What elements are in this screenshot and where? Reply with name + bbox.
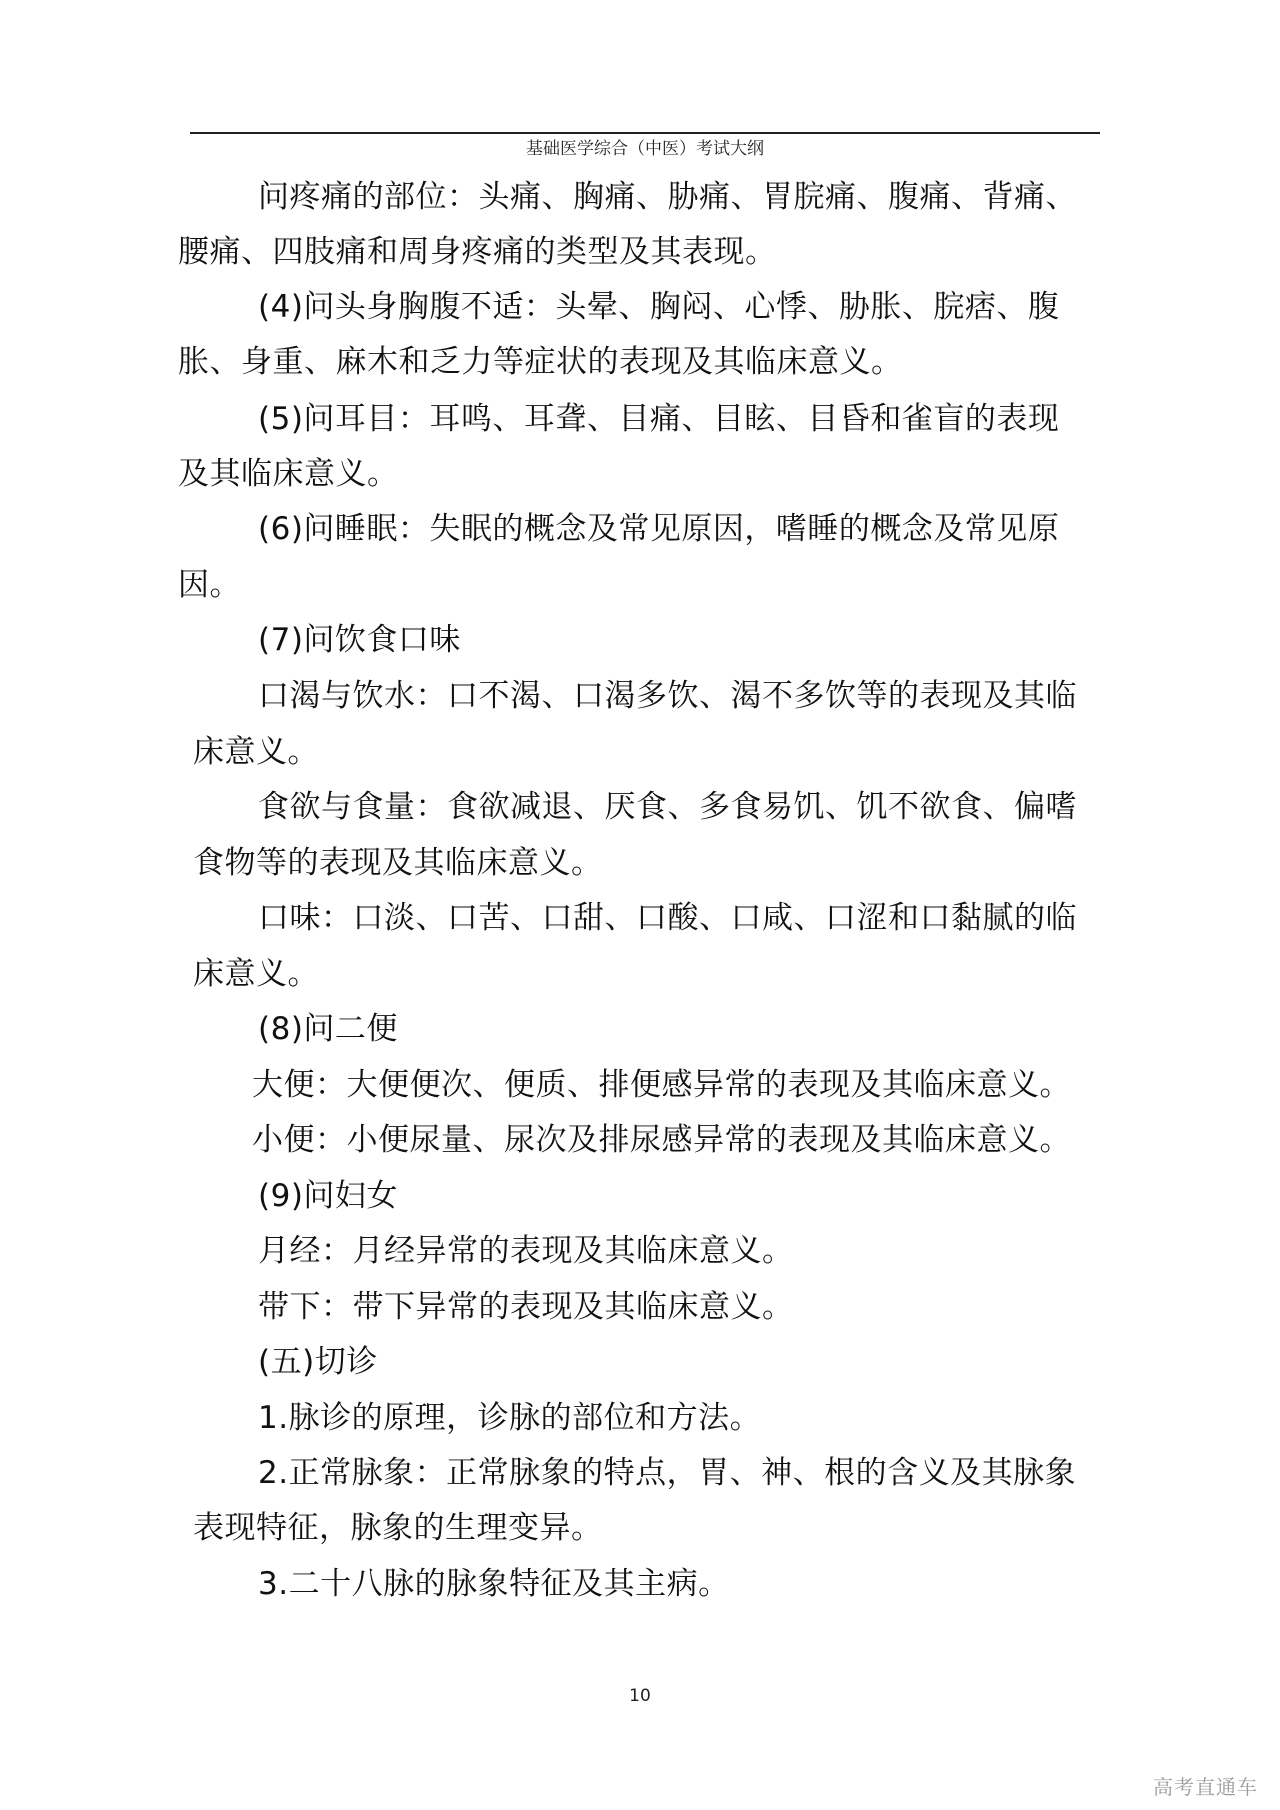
text-line: 问疼痛的部位：头痛、胸痛、胁痛、胃脘痛、腹痛、背痛、 (258, 179, 1077, 215)
text-line: 因。 (178, 567, 241, 603)
text-line: 食欲与食量：食欲减退、厌食、多食易饥、饥不欲食、偏嗜 (258, 789, 1077, 825)
header-title: 基础医学综合（中医）考试大纲 (526, 139, 764, 159)
text-line: (7)问饮食口味 (258, 622, 461, 658)
text-line: 1.脉诊的原理，诊脉的部位和方法。 (258, 1400, 762, 1436)
text-line: (6)问睡眠：失眠的概念及常见原因，嗜睡的概念及常见原 (258, 511, 1060, 547)
text-line: (9)问妇女 (258, 1178, 398, 1214)
header-rule (190, 132, 1100, 134)
text-line: 口味：口淡、口苦、口甜、口酸、口咸、口涩和口黏腻的临 (258, 900, 1077, 936)
text-line: 及其临床意义。 (178, 456, 399, 492)
watermark: 高考直通车 (1153, 1775, 1258, 1799)
text-line: 3.二十八脉的脉象特征及其主病。 (258, 1566, 730, 1602)
text-line: 胀、身重、麻木和乏力等症状的表现及其临床意义。 (178, 344, 903, 380)
text-line: (8)问二便 (258, 1011, 398, 1047)
text-line: 食物等的表现及其临床意义。 (193, 845, 603, 881)
text-line: 2.正常脉象：正常脉象的特点，胃、神、根的含义及其脉象 (258, 1455, 1077, 1491)
page-number: 10 (629, 1686, 651, 1706)
text-line: 带下：带下异常的表现及其临床意义。 (258, 1289, 794, 1325)
text-line: 床意义。 (193, 956, 319, 992)
text-line: 小便：小便尿量、尿次及排尿感异常的表现及其临床意义。 (252, 1122, 1071, 1158)
text-line: 口渴与饮水：口不渴、口渴多饮、渴不多饮等的表现及其临 (258, 678, 1077, 714)
text-line: 表现特征，脉象的生理变异。 (193, 1510, 603, 1546)
text-line: (五)切诊 (258, 1344, 378, 1380)
text-line: 腰痛、四肢痛和周身疼痛的类型及其表现。 (178, 234, 777, 270)
text-line: 床意义。 (193, 734, 319, 770)
text-line: (4)问头身胸腹不适：头晕、胸闷、心悸、胁胀、脘痞、腹 (258, 289, 1060, 325)
text-line: (5)问耳目：耳鸣、耳聋、目痛、目眩、目昏和雀盲的表现 (258, 401, 1060, 437)
text-line: 月经：月经异常的表现及其临床意义。 (258, 1233, 794, 1269)
text-line: 大便：大便便次、便质、排便感异常的表现及其临床意义。 (252, 1067, 1071, 1103)
